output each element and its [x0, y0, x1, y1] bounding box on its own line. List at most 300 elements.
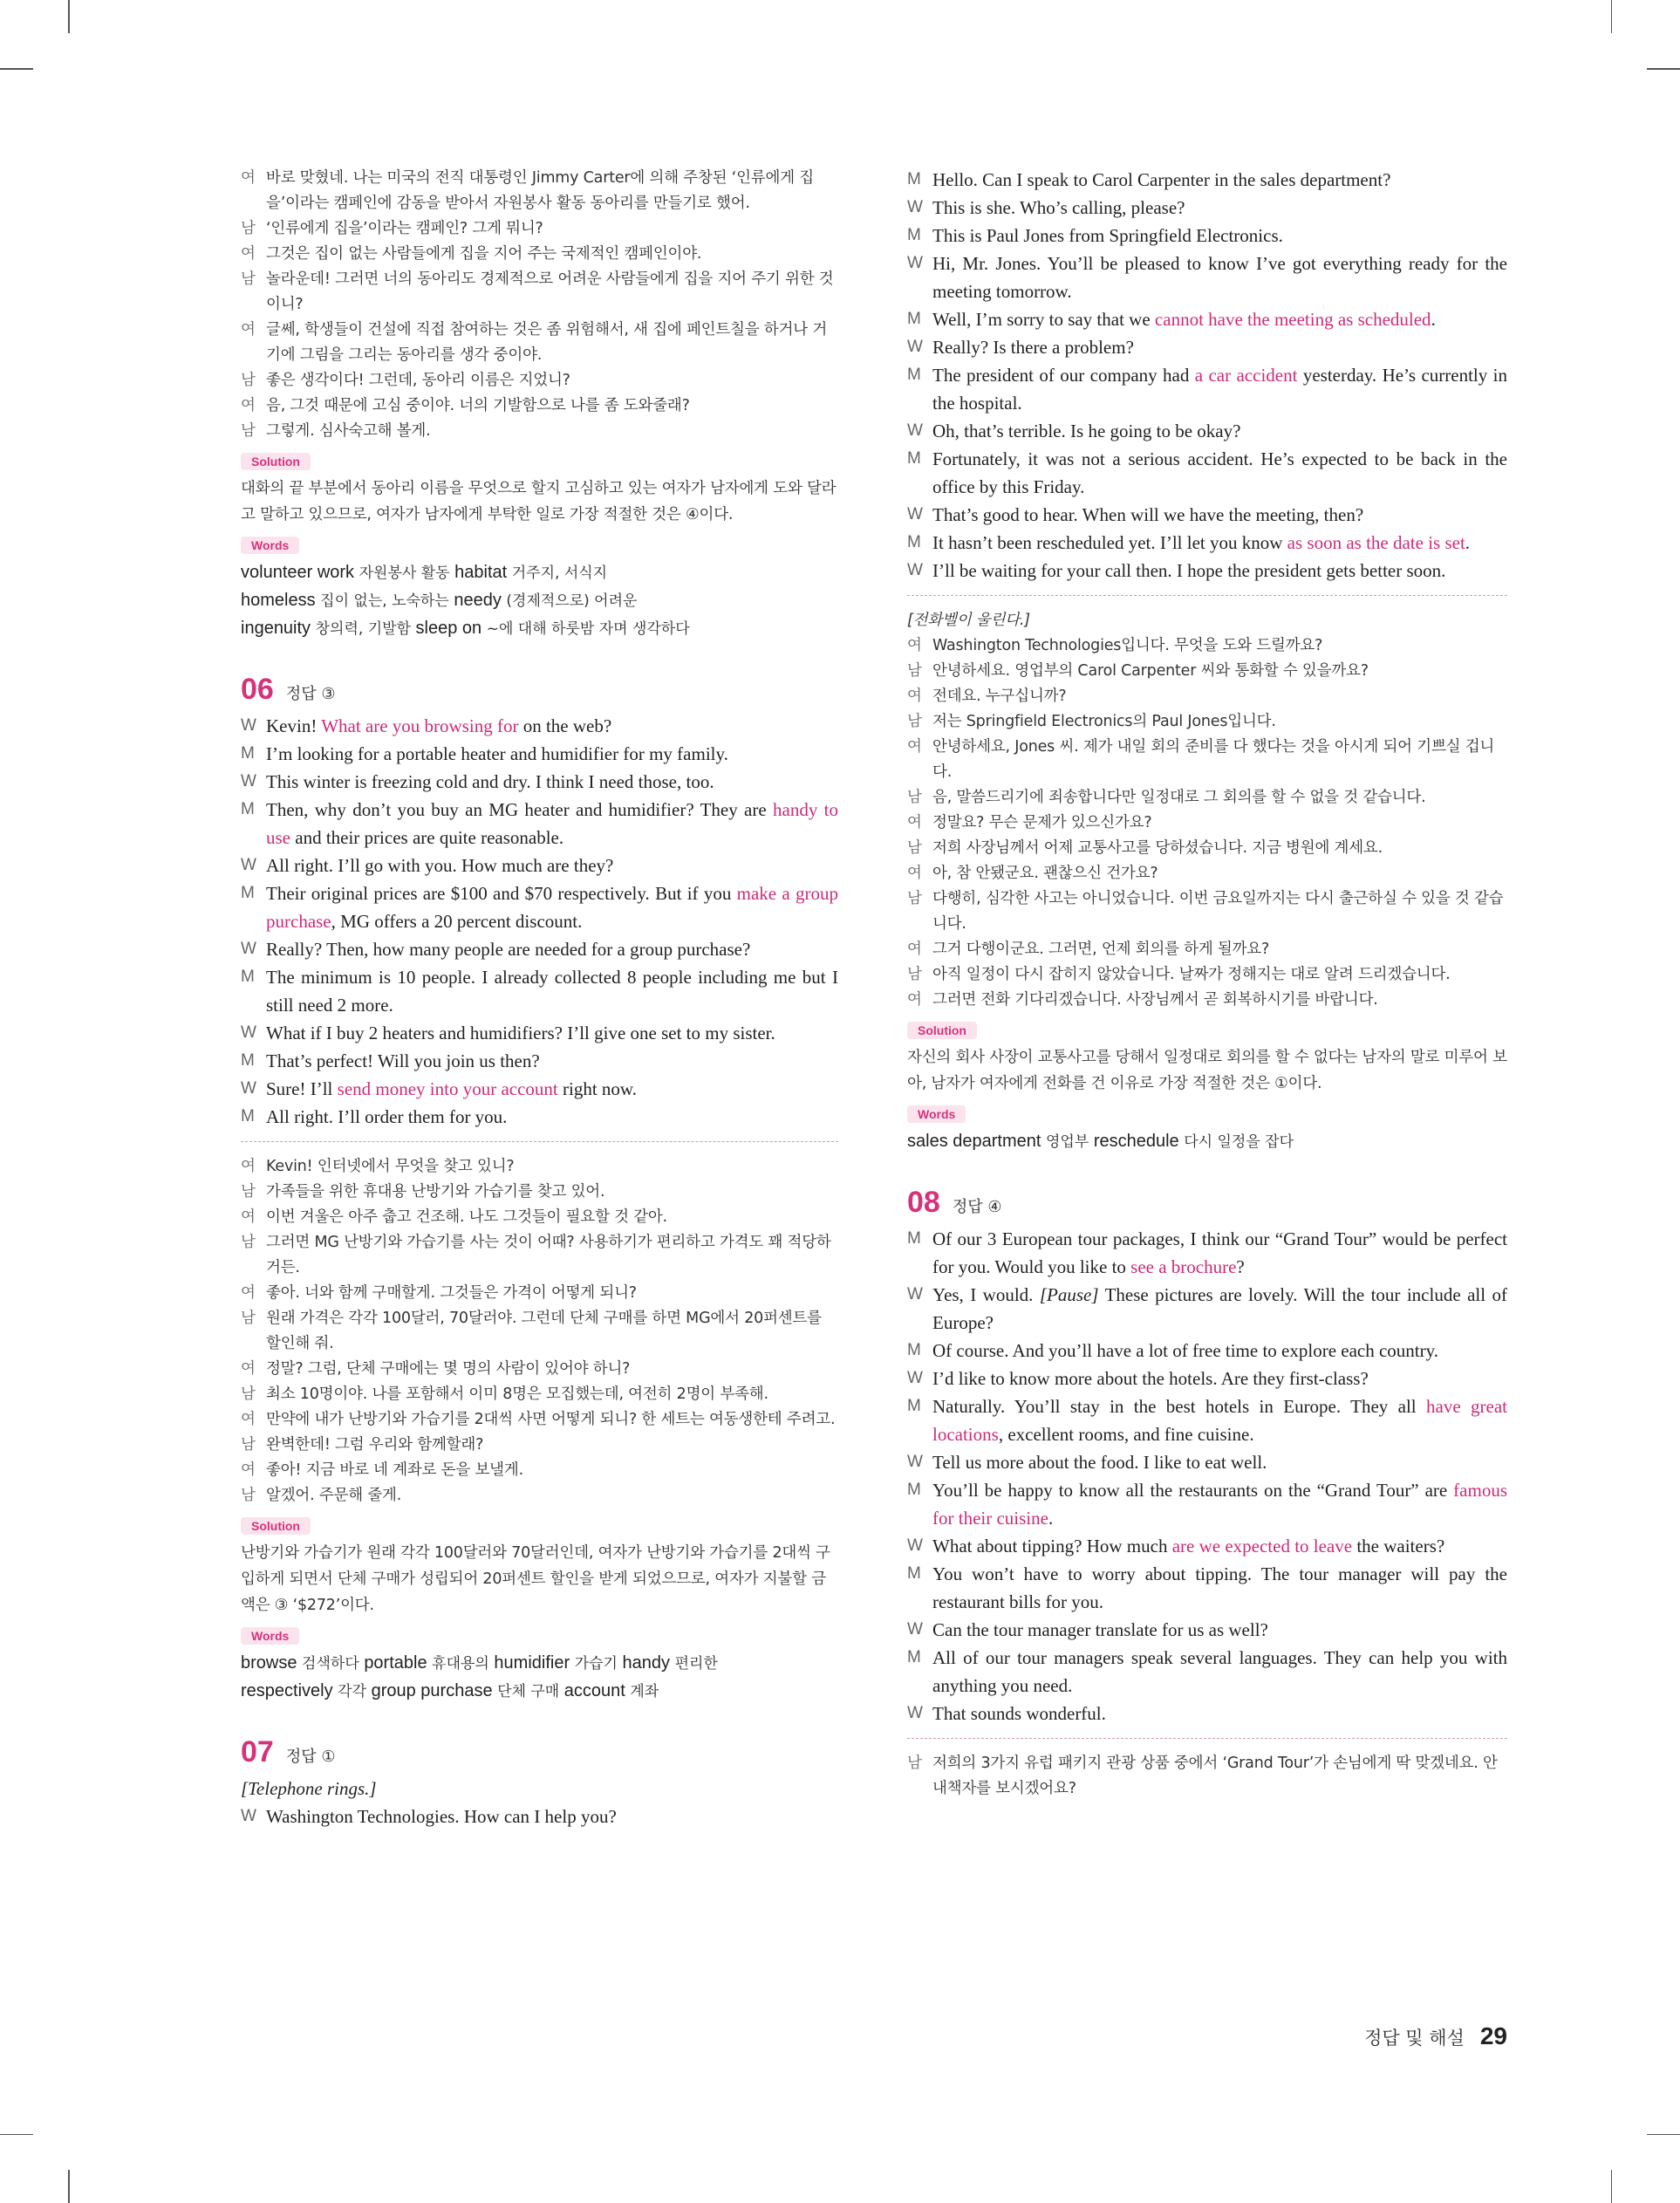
line-text [932, 1560, 1507, 1616]
dialog-line [907, 1365, 1507, 1392]
vocab-term: account [563, 1681, 625, 1700]
speaker-label: 남 [907, 789, 922, 806]
text-run: the waiters? [1352, 1536, 1445, 1556]
line-text: 저희 사장님께서 어제 교통사고를 당하셨습니다. 지금 병원에 계세요. [932, 839, 1383, 857]
speaker-label: W [241, 940, 256, 958]
speaker-label: 여 [907, 865, 922, 882]
text-run: Their original prices are $100 and $70 respectively. But if you [266, 883, 737, 904]
text-run: You won’t have to worry about tipping. The tour manager will pay the restaurant bills for you. [932, 1563, 1507, 1612]
question-number: 07 [241, 1735, 274, 1769]
translation-line [907, 659, 1507, 684]
translation-line [241, 393, 838, 419]
line-text: 안녕하세요. 영업부의 Carol Carpenter 씨와 통화할 수 있을까요? [932, 662, 1369, 680]
speaker-label: 여 [241, 321, 256, 339]
line-text: 이번 겨울은 아주 춥고 건조해. 나도 그것들이 필요할 것 같아. [266, 1208, 667, 1226]
crop-mark [1647, 2134, 1680, 2136]
line-text: 원래 가격은 각각 100달러, 70달러야. 그런데 단체 구매를 하면 MG에서 20퍼센트를 할인해 줘. [266, 1310, 822, 1352]
vocab-line [241, 615, 838, 643]
speaker-label: W [907, 1536, 923, 1555]
speaker-label: W [907, 561, 923, 579]
text-run: All right. I’ll go with you. How much are they? [266, 855, 614, 876]
speaker-label: 남 [241, 270, 256, 288]
speaker-label: 여 [241, 1411, 256, 1428]
vocab-meaning: 편리한 [674, 1655, 718, 1673]
translation-line [241, 1433, 838, 1458]
dialog-line [241, 1019, 838, 1047]
translation-line [241, 1407, 838, 1433]
speaker-label: 남 [241, 422, 256, 440]
line-text [266, 1019, 838, 1047]
speaker-label: W [907, 1453, 923, 1471]
text-run: Kevin! [266, 715, 322, 736]
dialog-line [907, 1700, 1507, 1728]
highlighted-phrase: see a brochure [1130, 1256, 1237, 1277]
translation-line [907, 735, 1507, 785]
translation-line [241, 267, 838, 318]
line-text: 음, 그것 때문에 고심 중이야. 너의 기발함으로 나를 좀 도와줄래? [266, 397, 690, 414]
line-text [932, 445, 1507, 501]
speaker-label: 여 [241, 397, 256, 414]
q06-dialog [241, 712, 838, 1131]
line-text [932, 557, 1507, 585]
vocab-meaning: 단체 구매 [497, 1683, 560, 1700]
text-run: All of our tour managers speak several languages. They can help you with anything you need. [932, 1647, 1507, 1696]
q06-translation [241, 1154, 838, 1509]
dialog-line [241, 1103, 838, 1131]
speaker-label: 여 [241, 1158, 256, 1175]
line-text: 만약에 내가 난방기와 가습기를 2대씩 사면 어떻게 되니? 한 세트는 여동생한테 주려고. [266, 1411, 836, 1428]
translation-line [241, 1382, 838, 1407]
speaker-label: 남 [241, 1385, 256, 1403]
text-run: Hello. Can I speak to Carol Carpenter in the sales department? [932, 169, 1391, 190]
speaker-label: 남 [907, 890, 922, 907]
question-08-header [907, 1186, 1507, 1220]
line-text [266, 768, 838, 796]
speaker-label: 여 [907, 814, 922, 831]
highlighted-phrase: cannot have the meeting as scheduled [1154, 309, 1431, 330]
line-text [932, 1392, 1507, 1448]
vocab-line [907, 1128, 1507, 1156]
line-text [932, 1700, 1507, 1728]
vocab-meaning: 집이 없는, 노숙하는 [320, 592, 449, 610]
text-run: [Pause] [1039, 1284, 1099, 1305]
translation-line [907, 962, 1507, 988]
speaker-label: M [907, 366, 921, 384]
text-run: Fortunately, it was not a serious accident. He’s expected to be back in the office by this Friday. [932, 448, 1507, 497]
dialog-line [907, 250, 1507, 305]
speaker-label: W [907, 1704, 923, 1722]
text-run: Of our 3 European tour packages, I think our “Grand Tour” would be perfect for you. Would you like to [932, 1228, 1507, 1277]
crop-mark [68, 0, 70, 33]
vocab-meaning: 거주지, 서식지 [511, 564, 608, 582]
line-text [266, 1075, 838, 1103]
text-run: This is Paul Jones from Springfield Electronics. [932, 225, 1283, 246]
vocab-line [241, 587, 838, 615]
speaker-label: M [907, 533, 921, 551]
translation-line [241, 1154, 838, 1180]
speaker-label: 여 [241, 245, 256, 263]
crop-mark [0, 68, 33, 70]
text-run: What about tipping? How much [932, 1536, 1172, 1556]
text-run: , MG offers a 20 percent discount. [331, 911, 583, 932]
text-run: Hi, Mr. Jones. You’ll be pleased to know I’ve got everything ready for the meeting tomorrow. [932, 253, 1507, 302]
text-run: . [1465, 532, 1471, 553]
speaker-label: M [907, 1564, 921, 1583]
dialog-line [907, 1616, 1507, 1644]
speaker-label: 여 [241, 1208, 256, 1226]
translation-line [241, 419, 838, 444]
speaker-label: M [241, 884, 255, 902]
text-run: The minimum is 10 people. I already collected 8 people including me but I still need 2 more. [266, 967, 838, 1016]
line-text: 놀라운데! 그러면 너의 동아리도 경제적으로 어려운 사람들에게 집을 지어 주기 위한 것이니? [266, 270, 834, 313]
speaker-label: 남 [907, 1755, 922, 1772]
dialog-line [241, 712, 838, 740]
line-text: 그러면 전화 기다리겠습니다. 사장님께서 곧 회복하시기를 바랍니다. [932, 991, 1378, 1009]
text-run: ? [1236, 1256, 1245, 1277]
vocab-line [241, 1650, 838, 1678]
line-text [932, 1644, 1507, 1700]
highlighted-phrase: as soon as the date is set [1287, 532, 1465, 553]
highlighted-phrase: handy to use [266, 799, 839, 848]
dashed-divider [241, 1141, 838, 1142]
text-run: Sure! I’ll [266, 1078, 338, 1099]
highlighted-phrase: are we expected to leave [1171, 1536, 1353, 1556]
translation-line [907, 785, 1507, 811]
stage-direction: [Telephone rings.] [241, 1778, 377, 1799]
vocab-term: handy [622, 1653, 671, 1673]
dialog-line [241, 768, 838, 796]
line-text [932, 361, 1507, 417]
dialog-line [907, 1644, 1507, 1700]
text-run: That sounds wonderful. [932, 1703, 1106, 1724]
speaker-label: W [241, 1079, 256, 1098]
text-run: Can the tour manager translate for us as well? [932, 1619, 1268, 1640]
vocab-term: homeless [241, 591, 316, 610]
prev-solution-text: 대화의 끝 부분에서 동아리 이름을 무엇으로 할지 고심하고 있는 여자가 남자에게 도와 달라고 말하고 있으므로, 여자가 남자에게 부탁한 일로 가장 적절한 것은 ④이다. [241, 480, 837, 523]
dialog-line [241, 796, 838, 852]
line-text: 전데요. 누구십니까? [932, 688, 1067, 705]
translation-line [907, 709, 1507, 735]
dialog-line [241, 1075, 838, 1103]
dialog-line [907, 1281, 1507, 1337]
highlighted-phrase: make a group purchase [266, 883, 838, 932]
text-run: Washington Technologies. How can I help you? [266, 1806, 617, 1827]
line-text: 최소 10명이야. 나를 포함해서 이미 8명은 모집했는데, 여전히 2명이 부족해. [266, 1385, 768, 1403]
speaker-label: W [907, 421, 923, 440]
vocab-term: sales department [907, 1132, 1041, 1151]
q08-dialog [907, 1225, 1507, 1728]
line-text: 아, 참 안됐군요. 괜찮으신 건가요? [932, 865, 1158, 882]
line-text [266, 1047, 838, 1075]
dialog-line [241, 1047, 838, 1075]
question-07-header [241, 1735, 838, 1769]
question-06-header [241, 673, 838, 707]
line-text: 저는 Springfield Electronics의 Paul Jones입니다. [932, 713, 1276, 730]
vocab-meaning: 영업부 [1045, 1133, 1089, 1151]
speaker-label: M [241, 744, 255, 763]
speaker-label: 여 [241, 1461, 256, 1479]
dialog-line [241, 879, 838, 935]
dashed-divider [907, 595, 1507, 596]
line-text [932, 501, 1507, 529]
speaker-label: M [907, 1648, 921, 1666]
dialog-line [907, 557, 1507, 585]
line-text [932, 222, 1507, 250]
speaker-label: M [241, 800, 255, 818]
line-text: 완벽한데! 그럼 우리와 함께할래? [266, 1436, 484, 1454]
highlighted-phrase: What are you browsing for [321, 715, 519, 736]
text-run: yesterday. He’s currently in the hospital. [932, 365, 1507, 414]
stage-direction-ko: [전화벨이 울린다.] [907, 612, 1030, 629]
crop-mark [1611, 2170, 1613, 2203]
line-text: 정말요? 무슨 문제가 있으신가요? [932, 814, 1152, 831]
q07-words-list [907, 1128, 1507, 1156]
prev-words-list [241, 559, 838, 643]
line-text [932, 250, 1507, 305]
vocab-term: respectively [241, 1681, 333, 1700]
translation-line [241, 1458, 838, 1483]
speaker-label: M [241, 1051, 255, 1070]
text-run: Tell us more about the food. I like to eat well. [932, 1452, 1267, 1473]
answer-label: 정답 ③ [285, 685, 336, 703]
line-text [932, 1616, 1507, 1644]
dialog-line [907, 1476, 1507, 1532]
dialog-line [907, 417, 1507, 445]
line-text [932, 529, 1507, 557]
line-text [932, 1448, 1507, 1476]
translation-line [907, 684, 1507, 709]
words-badge: Words [241, 537, 299, 554]
dialog-line [907, 1225, 1507, 1281]
line-text [266, 712, 838, 740]
dialog-line [907, 305, 1507, 333]
line-text [932, 305, 1507, 333]
dialog-line [907, 1532, 1507, 1560]
speaker-label: M [241, 1107, 255, 1125]
dialog-line [241, 963, 838, 1019]
line-text [932, 1476, 1507, 1532]
speaker-label: 남 [241, 1310, 256, 1327]
line-text: 글쎄, 학생들이 건설에 직접 참여하는 것은 좀 위험해서, 새 집에 페인트칠을 하거나 거기에 그림을 그리는 동아리를 생각 중이야. [266, 321, 828, 364]
words-badge: Words [907, 1105, 966, 1123]
q07-dialog-continued [907, 166, 1507, 585]
text-run: That’s good to hear. When will we have the meeting, then? [932, 504, 1364, 525]
right-column [907, 166, 1507, 1802]
translation-line [907, 836, 1507, 861]
speaker-label: 남 [241, 1487, 256, 1504]
text-run: Of course. And you’ll have a lot of free time to explore each country. [932, 1340, 1439, 1361]
line-text: 안녕하세요, Jones 씨. 제가 내일 회의 준비를 다 했다는 것을 아시게 되어 기쁘실 겁니다. [932, 738, 1495, 781]
q07-translation [907, 633, 1507, 1013]
page-number: 29 [1479, 2022, 1507, 2049]
translation-line [907, 937, 1507, 962]
translation-line [907, 1751, 1507, 1802]
line-text [266, 1803, 838, 1830]
speaker-label: M [907, 1341, 921, 1359]
text-run: right now. [557, 1078, 637, 1099]
translation-line [241, 368, 838, 393]
translation-line [907, 861, 1507, 886]
page-footer [1364, 2022, 1507, 2050]
line-text [932, 1532, 1507, 1560]
dialog-line [907, 501, 1507, 529]
translation-line [907, 633, 1507, 659]
vocab-term: humidifier [494, 1653, 570, 1673]
line-text: 음, 말씀드리기에 죄송합니다만 일정대로 그 회의를 할 수 없을 것 같습니다. [932, 789, 1426, 806]
line-text: 좋아! 지금 바로 네 계좌로 돈을 보낼게. [266, 1461, 523, 1479]
text-run: This is she. Who’s calling, please? [932, 197, 1185, 218]
line-text: 아직 일정이 다시 잡히지 않았습니다. 날짜가 정해지는 대로 알려 드리겠습니다. [932, 966, 1451, 983]
text-run: I’d like to know more about the hotels. Are they first-class? [932, 1368, 1369, 1389]
dialog-line [241, 852, 838, 879]
text-run: Oh, that’s terrible. Is he going to be okay? [932, 421, 1241, 441]
speaker-label: W [907, 254, 923, 272]
text-run: These pictures are lovely. Will the tour include all of Europe? [932, 1284, 1507, 1333]
q07-solution-text: 자신의 회사 사장이 교통사고를 당해서 일정대로 회의를 할 수 없다는 남자의 말로 미루어 보아, 남자가 여자에게 전화를 건 이유로 가장 적절한 것은 ①이다. [907, 1049, 1507, 1092]
line-text [266, 963, 838, 1019]
prev-dialog-translation [241, 166, 838, 444]
speaker-label: M [241, 968, 255, 986]
line-text [266, 935, 838, 963]
dialog-line [907, 166, 1507, 194]
line-text [932, 1337, 1507, 1365]
solution-badge: Solution [241, 453, 311, 470]
crop-mark [1647, 68, 1680, 70]
text-run: You’ll be happy to know all the restaurants on the “Grand Tour” are [932, 1480, 1454, 1501]
speaker-label: 남 [907, 839, 922, 857]
words-badge: Words [241, 1627, 299, 1645]
line-text: Washington Technologies입니다. 무엇을 도와 드릴까요? [932, 637, 1323, 654]
translation-line [241, 1205, 838, 1230]
vocab-meaning: 각각 [338, 1683, 367, 1700]
text-run: Well, I’m sorry to say that we [932, 309, 1155, 330]
speaker-label: 여 [907, 637, 922, 654]
speaker-label: 여 [241, 169, 256, 187]
speaker-label: W [907, 198, 923, 216]
vocab-meaning: 다시 일정을 잡다 [1184, 1133, 1294, 1151]
vocab-meaning: 창의력, 기발함 [315, 620, 411, 638]
text-run: That’s perfect! Will you join us then? [266, 1050, 540, 1071]
dialog-line [907, 361, 1507, 417]
speaker-label: 여 [241, 1284, 256, 1302]
line-text: ‘인류에게 집을’이라는 캠페인? 그게 뭐니? [266, 220, 543, 237]
vocab-term: group purchase [371, 1681, 493, 1700]
line-text [266, 796, 838, 852]
q06-words-list [241, 1650, 838, 1706]
line-text [932, 194, 1507, 222]
translation-line [241, 242, 838, 267]
line-text [266, 852, 838, 879]
translation-line [907, 988, 1507, 1013]
text-run: It hasn’t been rescheduled yet. I’ll let you know [932, 532, 1287, 553]
text-run: Yes, I would. [932, 1284, 1040, 1305]
vocab-meaning: (경제적으로) 어려운 [506, 592, 638, 610]
vocab-term: browse [241, 1653, 297, 1673]
vocab-meaning: 검색하다 [302, 1655, 359, 1673]
left-column [241, 166, 838, 1830]
line-text [932, 333, 1507, 361]
translation-line [241, 216, 838, 242]
speaker-label: W [907, 1285, 923, 1303]
line-text [266, 740, 838, 768]
dialog-line [907, 1392, 1507, 1448]
speaker-label: W [241, 772, 256, 790]
answer-label: 정답 ④ [952, 1198, 1002, 1216]
speaker-label: 여 [907, 991, 922, 1009]
line-text [932, 1225, 1507, 1281]
speaker-label: 남 [907, 662, 922, 680]
line-text: 바로 맞혔네. 나는 미국의 전직 대통령인 Jimmy Carter에 의해 주창된 ‘인류에게 집을’이라는 캠페인에 감동을 받아서 자원봉사 활동 동아리를 만들기로 했어. [266, 169, 814, 212]
line-text: 알겠어. 주문해 줄게. [266, 1487, 402, 1504]
translation-line [241, 1483, 838, 1509]
solution-badge: Solution [241, 1517, 311, 1535]
line-text [266, 1103, 838, 1131]
speaker-label: 여 [907, 688, 922, 705]
speaker-label: W [907, 505, 923, 523]
translation-line [907, 811, 1507, 836]
translation-line [241, 1306, 838, 1357]
dialog-line [907, 333, 1507, 361]
speaker-label: M [907, 449, 921, 468]
speaker-label: M [907, 1397, 921, 1415]
vocab-meaning: 휴대용의 [432, 1655, 489, 1673]
text-run: on the web? [518, 715, 612, 736]
vocab-term: portable [364, 1653, 427, 1673]
line-text [932, 1281, 1507, 1337]
q08-translation-start [907, 1751, 1507, 1802]
dialog-line [907, 194, 1507, 222]
speaker-label: W [241, 1807, 256, 1825]
question-number: 08 [907, 1186, 940, 1219]
line-text: 저희의 3가지 유럽 패키지 관광 상품 중에서 ‘Grand Tour’가 손님에게 딱 맞겠네요. 안내책자를 보시겠어요? [932, 1755, 1498, 1797]
speaker-label: 남 [907, 966, 922, 983]
speaker-label: 남 [241, 1436, 256, 1454]
translation-line [907, 886, 1507, 937]
line-text: 좋아. 너와 함께 구매할게. 그것들은 가격이 어떻게 되니? [266, 1284, 637, 1302]
text-run: Really? Is there a problem? [932, 337, 1134, 358]
vocab-line [241, 559, 838, 587]
dialog-line [241, 935, 838, 963]
text-run: Really? Then, how many people are needed for a group purchase? [266, 939, 751, 960]
text-run: This winter is freezing cold and dry. I think I need those, too. [266, 771, 714, 792]
translation-line [241, 1357, 838, 1382]
speaker-label: W [241, 1023, 256, 1042]
speaker-label: 여 [241, 1360, 256, 1378]
footer-title: 정답 및 해설 [1364, 2028, 1465, 2049]
text-run: . [1048, 1508, 1054, 1529]
speaker-label: W [907, 1369, 923, 1387]
text-run: The president of our company had [932, 365, 1195, 386]
dialog-line [907, 1560, 1507, 1616]
line-text: 그러면 MG 난방기와 가습기를 사는 것이 어때? 사용하기가 편리하고 가격도 꽤 적당하거든. [266, 1234, 831, 1276]
text-run: I’m looking for a portable heater and humidifier for my family. [266, 743, 728, 764]
translation-line [241, 1281, 838, 1306]
dialog-line [907, 222, 1507, 250]
vocab-meaning: 자원봉사 활동 [359, 564, 450, 582]
crop-mark [0, 2134, 33, 2136]
vocab-meaning: ~에 대해 하룻밤 자며 생각하다 [486, 620, 690, 638]
vocab-term: reschedule [1093, 1132, 1179, 1151]
translation-line [241, 1180, 838, 1205]
dialog-line [241, 1803, 838, 1830]
line-text [932, 166, 1507, 194]
text-run: Naturally. You’ll stay in the best hotels in Europe. They all [932, 1396, 1426, 1417]
text-run: What if I buy 2 heaters and humidifiers? I’ll give one set to my sister. [266, 1023, 775, 1043]
line-text: 다행히, 심각한 사고는 아니었습니다. 이번 금요일까지는 다시 출근하실 수 있을 것 같습니다. [932, 890, 1504, 933]
text-run: All right. I’ll order them for you. [266, 1106, 508, 1127]
crop-mark [68, 2170, 70, 2203]
highlighted-phrase: famous for their cuisine [932, 1480, 1507, 1529]
